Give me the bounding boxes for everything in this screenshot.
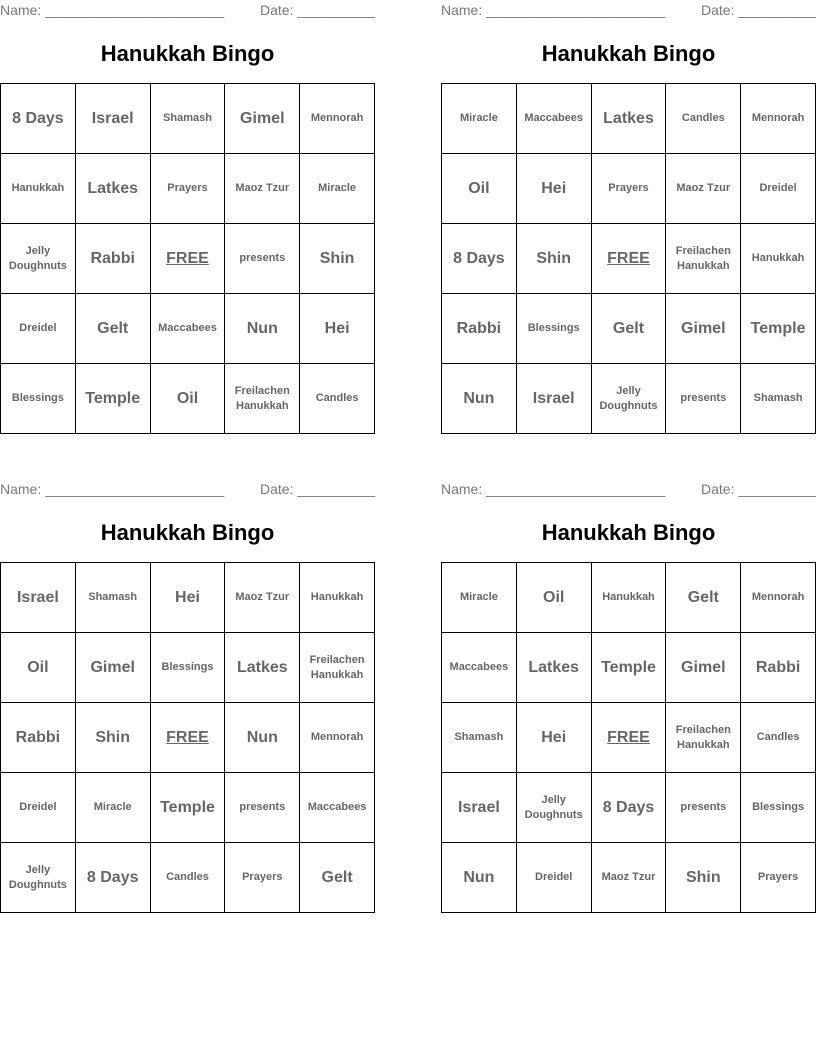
bingo-cell: Dreidel bbox=[1, 294, 76, 364]
bingo-cell: Candles bbox=[666, 84, 741, 154]
bingo-cell: Miracle bbox=[76, 773, 151, 843]
bingo-cell: Maccabees bbox=[300, 773, 375, 843]
bingo-cell: Mennorah bbox=[300, 84, 375, 154]
bingo-cell: Oil bbox=[151, 364, 226, 434]
bingo-card-2 bbox=[441, 0, 816, 440]
bingo-cell: Hanukkah bbox=[592, 563, 667, 633]
bingo-cell: Hanukkah bbox=[1, 154, 76, 224]
free-space-cell: FREE bbox=[151, 703, 226, 773]
name-field-label: Name: _______________________ bbox=[0, 2, 225, 18]
bingo-cell: Maccabees bbox=[517, 84, 592, 154]
bingo-cell: Maccabees bbox=[442, 633, 517, 703]
bingo-cell: Mennorah bbox=[300, 703, 375, 773]
bingo-cell: Nun bbox=[225, 294, 300, 364]
name-field-label: Name: _______________________ bbox=[0, 481, 225, 497]
bingo-cell: Hei bbox=[300, 294, 375, 364]
date-field-label: Date: __________ bbox=[260, 481, 376, 497]
bingo-cell: Gelt bbox=[76, 294, 151, 364]
bingo-cell: Shamash bbox=[741, 364, 816, 434]
bingo-cell: Gelt bbox=[300, 843, 375, 913]
bingo-cell: Blessings bbox=[517, 294, 592, 364]
bingo-cell: Shamash bbox=[442, 703, 517, 773]
bingo-cell: Maoz Tzur bbox=[592, 843, 667, 913]
bingo-grid bbox=[441, 83, 816, 434]
bingo-cell: Blessings bbox=[151, 633, 226, 703]
bingo-cell: Shamash bbox=[151, 84, 226, 154]
bingo-cell: Gimel bbox=[76, 633, 151, 703]
bingo-grid bbox=[0, 562, 375, 913]
bingo-cell: Hei bbox=[151, 563, 226, 633]
card-title: Hanukkah Bingo bbox=[541, 41, 716, 66]
bingo-cell: Shin bbox=[666, 843, 741, 913]
bingo-cell: Hanukkah bbox=[300, 563, 375, 633]
bingo-cell: Freilachen Hanukkah bbox=[666, 224, 741, 294]
bingo-cell: presents bbox=[225, 773, 300, 843]
bingo-cell: Freilachen Hanukkah bbox=[666, 703, 741, 773]
bingo-cell: Candles bbox=[741, 703, 816, 773]
bingo-cell: 8 Days bbox=[1, 84, 76, 154]
bingo-cell: Hanukkah bbox=[741, 224, 816, 294]
bingo-cell: Miracle bbox=[300, 154, 375, 224]
bingo-cell: Nun bbox=[442, 364, 517, 434]
bingo-cell: presents bbox=[666, 364, 741, 434]
bingo-cell: Israel bbox=[517, 364, 592, 434]
name-field-label: Name: _______________________ bbox=[441, 481, 666, 497]
bingo-cell: Temple bbox=[741, 294, 816, 364]
bingo-cell: Jelly Doughnuts bbox=[517, 773, 592, 843]
bingo-cell: Latkes bbox=[225, 633, 300, 703]
bingo-cell: Shin bbox=[76, 703, 151, 773]
bingo-cell: Dreidel bbox=[517, 843, 592, 913]
bingo-cell: Nun bbox=[442, 843, 517, 913]
bingo-cell: Israel bbox=[1, 563, 76, 633]
bingo-cell: Miracle bbox=[442, 563, 517, 633]
bingo-cell: Temple bbox=[151, 773, 226, 843]
bingo-cell: Latkes bbox=[592, 84, 667, 154]
bingo-cell: Gelt bbox=[592, 294, 667, 364]
bingo-cell: Temple bbox=[592, 633, 667, 703]
bingo-cell: Israel bbox=[442, 773, 517, 843]
name-date-line bbox=[441, 481, 816, 499]
bingo-cell: Latkes bbox=[76, 154, 151, 224]
card-title: Hanukkah Bingo bbox=[100, 520, 275, 545]
bingo-cell: Candles bbox=[300, 364, 375, 434]
free-space-cell: FREE bbox=[592, 703, 667, 773]
bingo-cell: presents bbox=[225, 224, 300, 294]
bingo-cell: Dreidel bbox=[1, 773, 76, 843]
bingo-cell: Jelly Doughnuts bbox=[1, 843, 76, 913]
bingo-cell: Oil bbox=[517, 563, 592, 633]
free-space-cell: FREE bbox=[592, 224, 667, 294]
bingo-card-4 bbox=[441, 479, 816, 919]
free-space-cell: FREE bbox=[151, 224, 226, 294]
bingo-cell: Mennorah bbox=[741, 84, 816, 154]
bingo-cell: Maoz Tzur bbox=[225, 563, 300, 633]
bingo-cell: Blessings bbox=[1, 364, 76, 434]
bingo-cell: Latkes bbox=[517, 633, 592, 703]
bingo-cell: Nun bbox=[225, 703, 300, 773]
bingo-cell: Blessings bbox=[741, 773, 816, 843]
date-field-label: Date: __________ bbox=[701, 2, 816, 18]
bingo-cell: Gelt bbox=[666, 563, 741, 633]
bingo-cell: Oil bbox=[1, 633, 76, 703]
bingo-cell: Jelly Doughnuts bbox=[592, 364, 667, 434]
bingo-cell: Temple bbox=[76, 364, 151, 434]
bingo-card-1 bbox=[0, 0, 375, 440]
card-title: Hanukkah Bingo bbox=[100, 41, 275, 66]
bingo-cell: Gimel bbox=[666, 633, 741, 703]
date-field-label: Date: __________ bbox=[701, 481, 816, 497]
bingo-cell: Rabbi bbox=[76, 224, 151, 294]
bingo-cell: Jelly Doughnuts bbox=[1, 224, 76, 294]
bingo-card-3 bbox=[0, 479, 375, 919]
bingo-cell: Miracle bbox=[442, 84, 517, 154]
bingo-cell: Shin bbox=[517, 224, 592, 294]
bingo-cell: Gimel bbox=[225, 84, 300, 154]
bingo-cell: Hei bbox=[517, 154, 592, 224]
date-field-label: Date: __________ bbox=[260, 2, 376, 18]
bingo-cell: Maccabees bbox=[151, 294, 226, 364]
bingo-cell: presents bbox=[666, 773, 741, 843]
bingo-cell: 8 Days bbox=[76, 843, 151, 913]
bingo-cell: Shamash bbox=[76, 563, 151, 633]
bingo-cell: 8 Days bbox=[442, 224, 517, 294]
bingo-grid bbox=[0, 83, 375, 434]
card-title: Hanukkah Bingo bbox=[541, 520, 716, 545]
bingo-cell: Israel bbox=[76, 84, 151, 154]
bingo-cell: Gimel bbox=[666, 294, 741, 364]
name-date-line bbox=[0, 481, 375, 499]
bingo-grid bbox=[441, 562, 816, 913]
bingo-cell: Hei bbox=[517, 703, 592, 773]
bingo-cell: Dreidel bbox=[741, 154, 816, 224]
bingo-cell: Mennorah bbox=[741, 563, 816, 633]
bingo-cell: Rabbi bbox=[741, 633, 816, 703]
bingo-cell: Rabbi bbox=[1, 703, 76, 773]
bingo-cell: Rabbi bbox=[442, 294, 517, 364]
bingo-cell: Shin bbox=[300, 224, 375, 294]
name-date-line bbox=[0, 2, 375, 20]
name-field-label: Name: _______________________ bbox=[441, 2, 666, 18]
bingo-cell: Prayers bbox=[592, 154, 667, 224]
name-date-line bbox=[441, 2, 816, 20]
bingo-cell: Prayers bbox=[151, 154, 226, 224]
bingo-cell: Prayers bbox=[741, 843, 816, 913]
bingo-cell: Oil bbox=[442, 154, 517, 224]
bingo-cell: Maoz Tzur bbox=[666, 154, 741, 224]
bingo-cell: Candles bbox=[151, 843, 226, 913]
bingo-cell: Freilachen Hanukkah bbox=[225, 364, 300, 434]
bingo-cell: 8 Days bbox=[592, 773, 667, 843]
bingo-cell: Maoz Tzur bbox=[225, 154, 300, 224]
bingo-cell: Freilachen Hanukkah bbox=[300, 633, 375, 703]
bingo-cell: Prayers bbox=[225, 843, 300, 913]
